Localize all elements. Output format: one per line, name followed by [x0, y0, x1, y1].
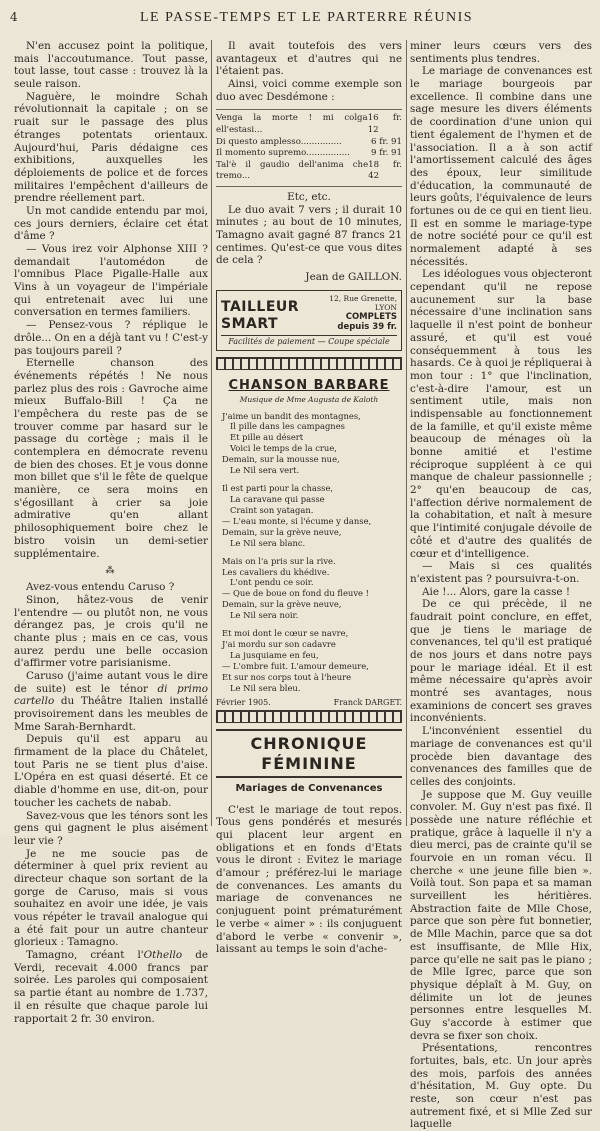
paragraph: Aie !... Alors, gare la casse ! [422, 585, 571, 598]
paragraph: Sinon, hâtez-vous de venir l'entendre — ou plutôt non, ne vous dérangez pas, je crois qu'il ne chante plus ; mais en ce cas, vous aurez perdu une belle occasion d'affirmer votre parisianisme. [14, 593, 208, 670]
verse-price-table [216, 109, 402, 187]
paragraph: Les idéologues vous objecteront cependant qu'il ne repose aucunement sur la base nécessaire d'une inclination sans laquelle il n'est point de bonheur assuré, et qu'il est voué conséquemment à tous les hasards. Ce à quoi je répliquerai à mon tour : 1° que l'inclination, c'est-à-dire l'amour, est un sentiment utile, mais non indispensable au fonctionnement de la famille, et qu'il existe même beaucoup de ménages où la bonne amitié et l'estime réciproque suppléent à ce qui manque de chaleur passionnelle ; 2° qu'en beaucoup de cas, l'affection dérive normalement de la cohabitation, et naît à mesure que l'intimité conjugale dévoile de côté et d'autre des qualités de cœur et d'intelligence. [410, 268, 592, 560]
ad-address: 12, Rue Grenette, LYON [329, 293, 397, 312]
page-header [0, 6, 600, 28]
paragraph: Présentations, rencontres fortuites, bals, etc. Un jour après des mois, parfois des années d'hésitation, M. Guy opte. Du reste, son cœur n'est pas autrement fixé, et si Mlle Zed sur laquelle [410, 1042, 592, 1131]
song-subtitle: Musique de Mme Augusta de Kaloth [239, 395, 379, 405]
paragraph: Je suppose que M. Guy veuille convoler. M. Guy n'est pas fixé. Il possède une nature réfléchie et pratique, grâce à laquelle il n'y a dieu merci, pas de crainte qu'il se fourvoie en un roman vécu. Il cherche « une jeune fille bien ». Voilà tout. Son papa et sa maman surveillent les héritières. Abstraction faite de Mlle Chose, parce que son père fut bonnetier, de Mlle Machin, parce que sa dot est insuffisante, de Mlle Hix, parce qu'elle ne sait pas le piano ; de Mlle Igrec, parce que son physique déplaît à M. Guy, on délimite un lot de jeunes personnes entre lesquelles M. Guy s'accorde à estimer que devra se fixer son choix. [410, 788, 592, 1042]
column-divider [211, 40, 212, 826]
page-number: 4 [10, 10, 18, 24]
etc-line: Etc, etc. [287, 191, 331, 203]
running-title: LE PASSE-TEMPS ET LE PARTERRE RÉUNIS [140, 10, 474, 25]
ornament-divider [216, 710, 402, 723]
verse-row: Di questo amplesso............... 6 fr. 91 [216, 136, 402, 147]
verse-row: Il momento supremo................ 9 fr. 91 [216, 148, 402, 159]
ad-price: COMPLETS depuis 39 fr. [337, 312, 397, 333]
paragraph: Le mariage de convenances est le mariage bourgeois par excellence. Il combine dans une sage mesure les divers éléments de coordination d'une union qui tient également de l'hymen et de l'association. Il a à son actif l'amortissement calculé des âges des époux, leur similitude d'éducation, la communauté de leurs goûts, l'équivalence de leurs fortunes ou de ce qui en tient lieu. Il est en somme le mariage-type de notre société pour ce qu'il est normalement adapté à ses nécessités. [410, 65, 592, 268]
author-signature: Jean de GAILLON. [305, 271, 402, 284]
paragraph: C'est le mariage de tout repos. Tous gens pondérés et mesurés qui placent leur argent en obligations et en fonds d'Etats vous le diront : Evitez le mariage d'amour ; préférez-lui le mariage de convenances. Les amants du mariage de convenances ne conjuguent point prématurément le verbe « aimer » : ils conjuguent d'abord le verbe « convenir », laissant au temps le soin d'ache- [216, 803, 402, 956]
paragraph: Un mot candide entendu par moi, ces jours derniers, éclaire cet état d'âme ? [14, 204, 208, 243]
chronique-title: CHRONIQUE FÉMININE [216, 729, 402, 778]
paragraph: Avez-vous entendu Caruso ? [26, 581, 175, 594]
paragraph: miner leurs cœurs vers des sentiments plus tendres. [410, 40, 592, 65]
song-author: Franck DARGET. [333, 697, 402, 707]
verse-row: Venga la morte ! mi colga ell'estasi... 16 fr. 12 [216, 113, 402, 136]
middle-column [216, 40, 402, 956]
paragraph: Naguère, le moindre Schah révolutionnait la capitale ; on se ruait sur le passage des plus étranges potentats orientaux. Aujourd'hui, Paris dédaigne ces exhibitions, auxquelles les déploiements de police et de forces militaires l'empêchent d'ailleurs de prendre réellement part. [14, 90, 208, 205]
paragraph: — Mais si ces qualités n'existent pas ? poursuivra-t-on. [410, 560, 592, 585]
paragraph: De ce qui précède, il ne faudrait point conclure, en effet, que je tiens le mariage de convenances, tel qu'il est pratiqué de nos jours et dans notre pays pour le mariage idéal. Et il est même nécessaire qu'après avoir montré ses avantages, nous examinions de concert ses graves inconvénients. [410, 598, 592, 725]
tailor-advertisement [216, 290, 402, 351]
left-column [14, 40, 208, 1025]
column-divider [406, 40, 407, 826]
paragraph: Tamagno, créant l'Othello de Verdi, recevait 4.000 francs par soirée. Les paroles qui composaient sa partie étant au nombre de 1.737, il en résulte que chaque parole lui rapportait 2 fr. 30 environ. [14, 949, 208, 1025]
section-separator: ⁂ [105, 566, 117, 577]
paragraph: Depuis qu'il est apparu au firmament de la place du Châtelet, tout Paris ne se tient plus d'aise. L'Opéra en est quasi déserté. Et ce diable d'homme en use, dit-on, pour toucher les cachets de nabab. [14, 733, 208, 809]
paragraph: Je ne me soucie pas de déterminer à quel prix revient au directeur chaque son sortant de la gorge de Caruso, mais si vous souhaitez en avoir une idée, je vais vous répéter le travail analogue qui a été fait pour un autre chanteur glorieux : Tamagno. [14, 847, 208, 949]
verse-row: Tal'è il gaudio dell'anima che tremo... 18 fr. 42 [216, 159, 402, 182]
song-lyrics: J'aime un bandit des montagnes, Il pille dans les campagnes Et pille au désert Voici le temps de la crue, Demain, sur la mousse nue, Le Nil sera vert. Il est parti pour la chasse, La caravane qui passe Craint son yatagan. — L'eau monte, si l'écume y danse, Demain, sur la grève neuve, Le Nil sera blanc. Mais on l'a pris sur la rive. Les cavaliers du khédive. L'ont pendu ce soir. — Que de boue on fond du fleuve ! Demain, sur la grève neuve, Le Nil sera noir. Et moi dont le cœur se navre, J'ai mordu sur son cadavre La jusquiame en feu, — L'ombre fuit. L'amour demeure, Et sur nos corps tout à l'heure Le Nil sera bleu. [222, 410, 372, 693]
paragraph: Le duo avait 7 vers ; il durait 10 minutes ; au bout de 10 minutes, Tamagno avait gagné 87 francs 21 centimes. Qu'est-ce que vous dites de cela ? [216, 203, 402, 267]
ad-footer: Facilités de paiement — Coupe spéciale [221, 335, 397, 347]
paragraph: Eternelle chanson des événements répétés ! Ne nous parlez plus des rois : Gavroche aime mieux Buffalo-Bill ! Ça ne l'empêchera du reste pas de se trouver comme par hasard sur le passage du cortège ; mais il le contemplera en démocrate revenu de bien des choses. Et je vous donne mon billet que s'il le fête de quelque manière, ce sera moins en s'égosillant à crier sa joie admirative qu'en allant philosophiquement boire chez le bistro voisin un demi-setier supplémentaire. [14, 357, 208, 560]
paragraph: Caruso (j'aime autant vous le dire de suite) est le ténor di primo cartello du Théâtre Italien installé provisoirement dans les meubles de Mme Sarah-Bernhardt. [14, 669, 208, 733]
paragraph: N'en accusez point la politique, mais l'accoutumance. Tout passe, tout lasse, tout casse : trouvez là la seule raison. [14, 40, 208, 91]
right-column [410, 40, 592, 1131]
paragraph: Il avait toutefois des vers avantageux et d'autres qui ne l'étaient pas. [216, 40, 402, 78]
paragraph: Ainsi, voici comme exemple son duo avec Desdémone : [216, 78, 402, 103]
paragraph: — Vous irez voir Alphonse XIII ? demandait l'automédon de l'omnibus Place Pigalle-Halle aux Vins à un voyageur de l'impériale qui entretenait avec lui une conversation en termes familiers. [14, 243, 208, 319]
chronique-subtitle: Mariages de Convenances [235, 783, 383, 795]
song-date: Février 1905. [216, 697, 271, 707]
paragraph: L'inconvénient essentiel du mariage de convenances est qu'il procède bien davantage des convenances des familles que de celles des conjoints. [410, 725, 592, 788]
paragraph: Savez-vous que les ténors sont les gens qui gagnent le plus aisément leur vie ? [14, 809, 208, 847]
song-title: CHANSON BARBARE [228, 377, 390, 393]
ornament-divider [216, 357, 402, 370]
ad-name: TAILLEUR SMART [221, 298, 300, 332]
song-footer [216, 698, 402, 708]
paragraph: — Pensez-vous ? réplique le drôle... On en a déjà tant vu ! C'est-y pas toujours pareil ? [14, 319, 208, 357]
